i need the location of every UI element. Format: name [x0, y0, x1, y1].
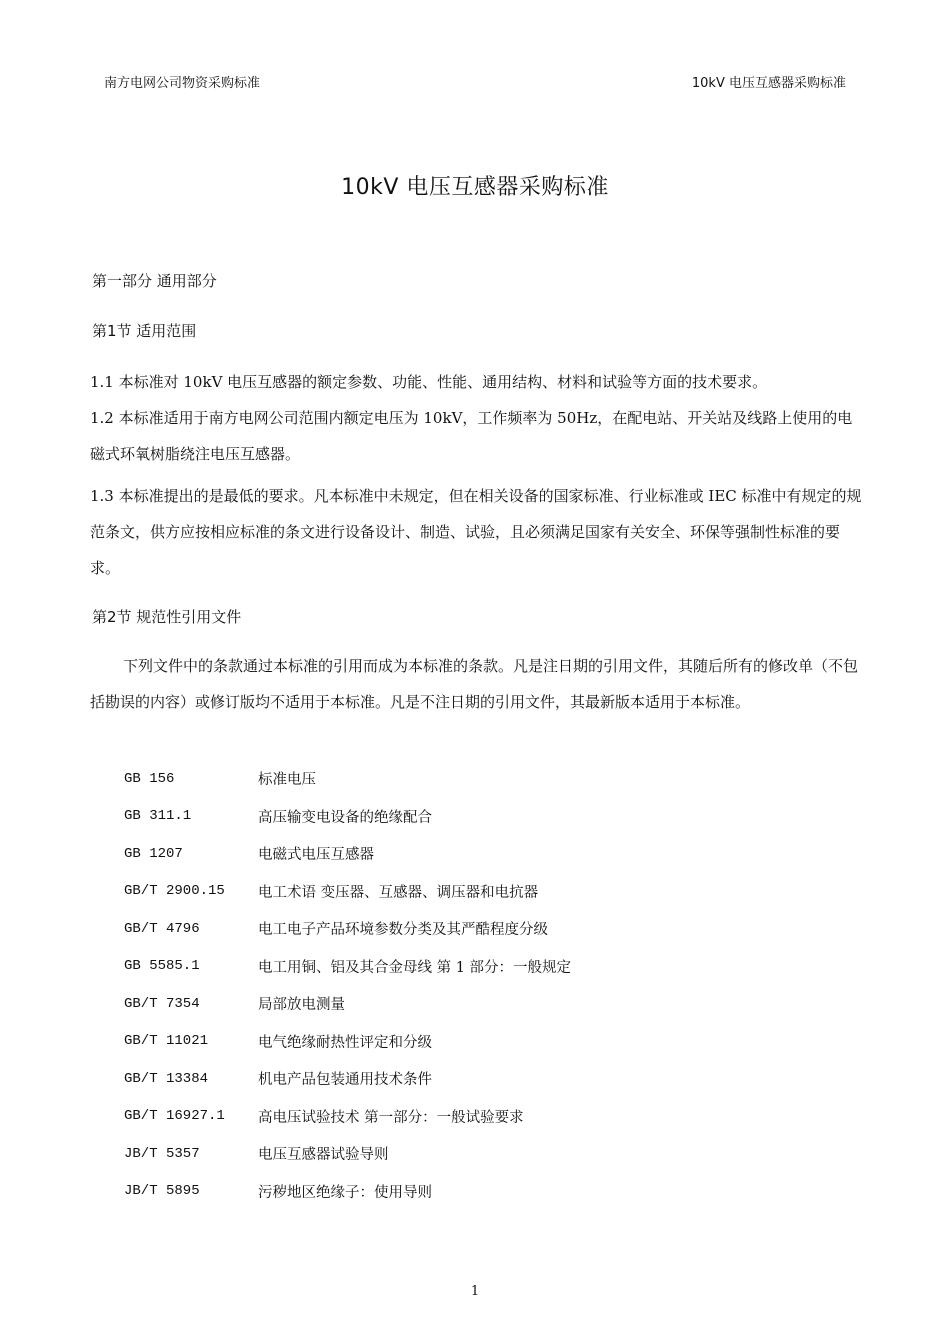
- reference-title: 电气绝缘耐热性评定和分级: [258, 1034, 432, 1051]
- section-2-intro: 下列文件中的条款通过本标准的引用而成为本标准的条款。凡是注日期的引用文件，其随后所有的修改单（不包括勘误的内容）或修订版均不适用于本标准。凡是不注日期的引用文件，其最新版本适用于本标准。: [90, 657, 859, 711]
- reference-item: [124, 798, 824, 836]
- reference-title: 电工术语 变压器、互感器、调压器和电抗器: [258, 884, 539, 901]
- reference-code: GB/T 11021: [124, 1033, 209, 1050]
- reference-title: 机电产品包装通用技术条件: [258, 1072, 432, 1089]
- reference-code: GB/T 7354: [124, 995, 200, 1012]
- section-2-heading: 第2节 规范性引用文件: [92, 608, 242, 626]
- section-1-heading: 第1节 适用范围: [92, 322, 197, 340]
- reference-list: [124, 760, 824, 1210]
- reference-item: [124, 948, 824, 986]
- reference-item: [124, 1098, 824, 1136]
- reference-title: 电工电子产品环境参数分类及其严酷程度分级: [258, 922, 548, 939]
- reference-code: GB 1207: [124, 845, 183, 862]
- clause-1-3: 1.3 本标准提出的是最低的要求。凡本标准中未规定，但在相关设备的国家标准、行业标准或 IEC 标准中有规定的规范条文，供方应按相应标准的条文进行设备设计、制造、试验，且必须满足国家有关安全、环保等强制性标准的要求。: [90, 487, 862, 577]
- document-title: 10kV 电压互感器采购标准: [341, 175, 609, 200]
- reference-item: [124, 1060, 824, 1098]
- reference-item: [124, 985, 824, 1023]
- reference-code: GB/T 16927.1: [124, 1108, 225, 1125]
- reference-code: GB 156: [124, 770, 175, 787]
- reference-code: GB/T 2900.15: [124, 883, 225, 900]
- reference-item: [124, 873, 824, 911]
- reference-item: [124, 1173, 824, 1211]
- reference-title: 高压输变电设备的绝缘配合: [258, 809, 432, 826]
- reference-code: GB/T 4796: [124, 920, 200, 937]
- reference-item: [124, 1135, 824, 1173]
- reference-item: [124, 760, 824, 798]
- reference-title: 标准电压: [258, 772, 316, 789]
- clause-1-1: 1.1 本标准对 10kV 电压互感器的额定参数、功能、性能、通用结构、材料和试验等方面的技术要求。: [90, 373, 768, 391]
- part-heading: 第一部分 通用部分: [92, 272, 217, 290]
- reference-title: 电工用铜、铝及其合金母线 第 1 部分：一般规定: [258, 959, 572, 976]
- reference-title: 局部放电测量: [258, 997, 345, 1014]
- reference-title: 污秽地区绝缘子：使用导则: [258, 1184, 432, 1201]
- reference-item: [124, 835, 824, 873]
- header-right-text: 10kV 电压互感器采购标准: [691, 76, 846, 91]
- clause-1-2: 1.2 本标准适用于南方电网公司范围内额定电压为 10kV，工作频率为 50Hz，在配电站、开关站及线路上使用的电磁式环氧树脂绕注电压互感器。: [90, 409, 853, 463]
- reference-item: [124, 1023, 824, 1061]
- reference-code: JB/T 5895: [124, 1183, 200, 1200]
- reference-title: 电压互感器试验导则: [258, 1147, 389, 1164]
- reference-title: 电磁式电压互感器: [258, 847, 374, 864]
- reference-item: [124, 910, 824, 948]
- reference-code: JB/T 5357: [124, 1145, 200, 1162]
- reference-code: GB/T 13384: [124, 1070, 209, 1087]
- reference-code: GB 5585.1: [124, 958, 200, 975]
- reference-title: 高电压试验技术 第一部分：一般试验要求: [258, 1109, 524, 1126]
- page-number: 1: [470, 1284, 480, 1299]
- reference-code: GB 311.1: [124, 808, 192, 825]
- header-left-text: 南方电网公司物资采购标准: [104, 76, 261, 91]
